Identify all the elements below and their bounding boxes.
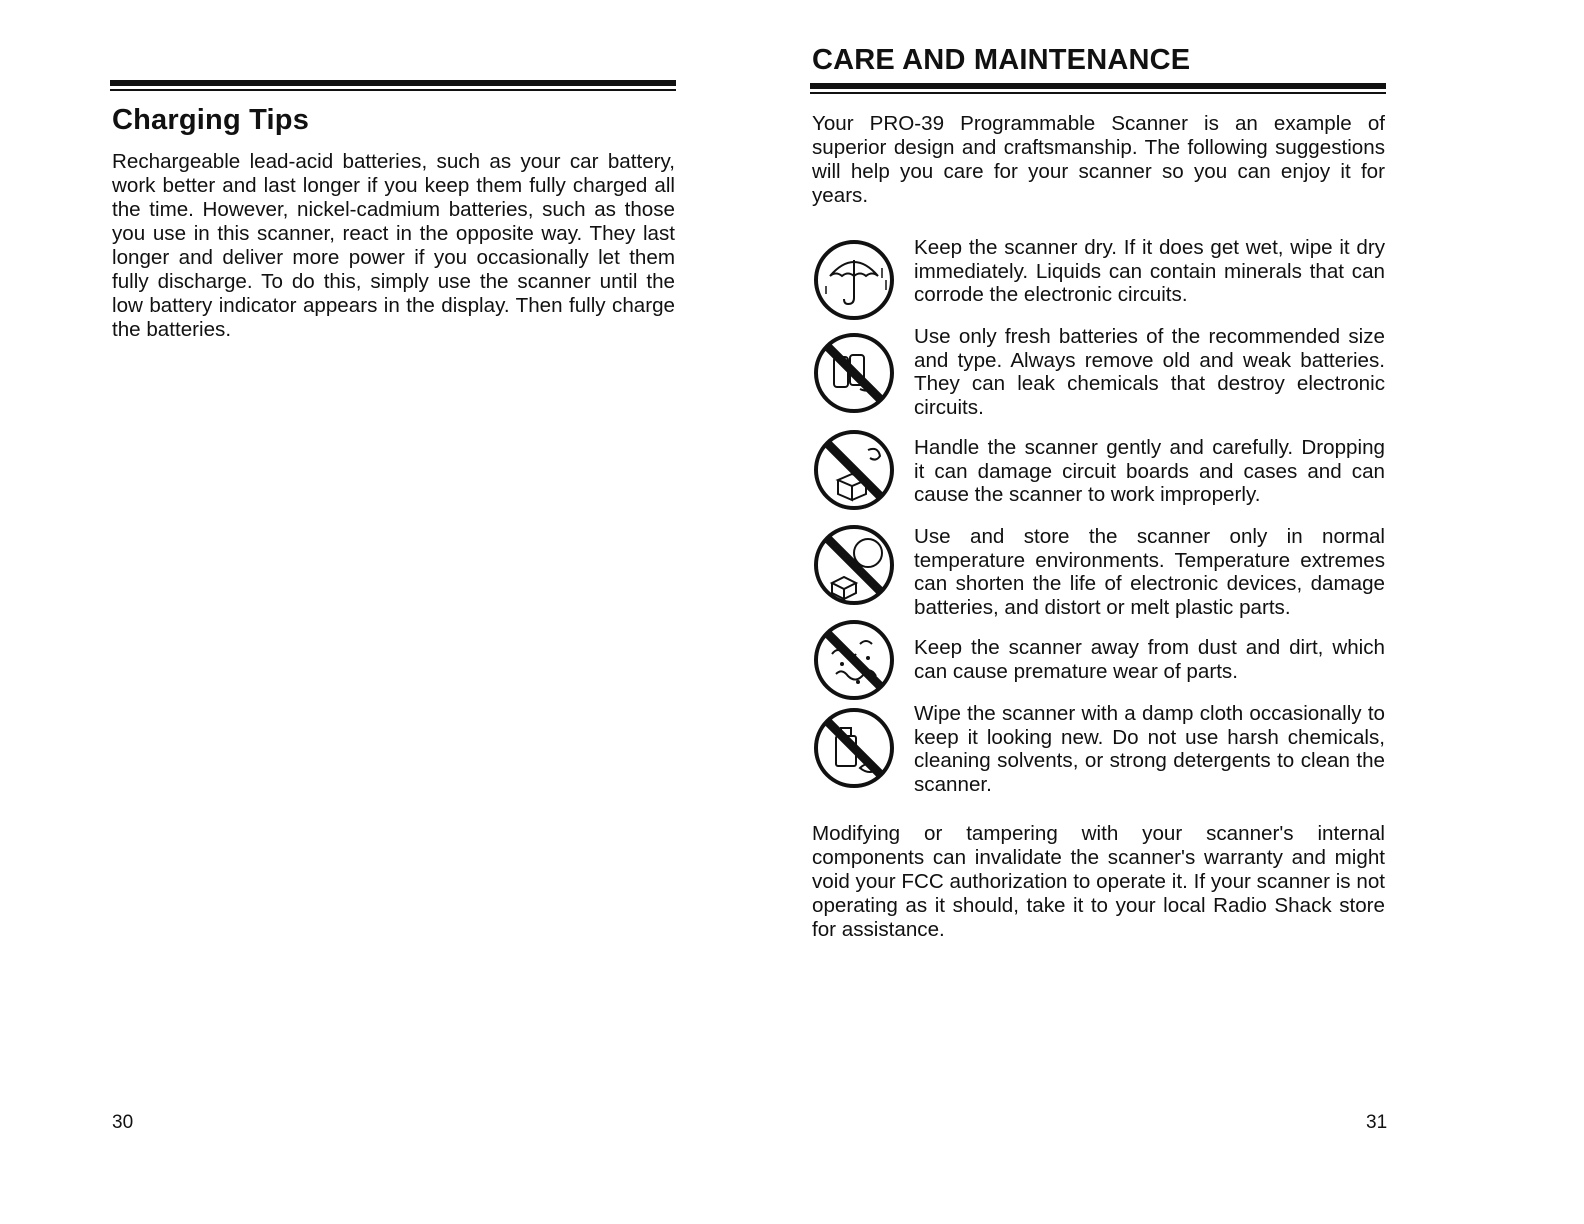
left-page-number: 30	[112, 1112, 134, 1133]
care-item-text: Handle the scanner gently and carefully. Dropping it can damage circuit boards and cases and can cause the scanner to work improperly.	[914, 436, 1385, 506]
care-item-handle	[812, 436, 1385, 507]
right-page-intro: Your PRO-39 Programmable Scanner is an example of superior design and craftsmanship. The following suggestions will help you care for your scanner so you can enjoy it for years.	[812, 112, 1385, 207]
care-item-temperature	[812, 525, 1385, 619]
no-dropping-icon	[812, 428, 896, 512]
no-old-batteries-icon	[812, 331, 896, 415]
right-page-heading: CARE AND MAINTENANCE	[812, 44, 1191, 76]
right-heading-rule	[810, 83, 1386, 94]
no-chemicals-icon	[812, 706, 896, 790]
right-page-closing: Modifying or tampering with your scanner's internal components can invalidate the scanner's warranty and might void your FCC authorization to operate it. If your scanner is not operating as it should, take it to your local Radio Shack store for assistance.	[812, 822, 1385, 941]
care-item-text: Keep the scanner away from dust and dirt, which can cause premature wear of parts.	[914, 636, 1385, 683]
right-page-number: 31	[1366, 1112, 1388, 1133]
care-item-batteries	[812, 325, 1385, 419]
no-dust-icon	[812, 618, 896, 702]
care-item-dust	[812, 636, 1385, 683]
care-item-wipe	[812, 702, 1385, 796]
care-item-text: Use only fresh batteries of the recommended size and type. Always remove old and weak batteries. They can leak chemicals that destroy electronic circuits.	[914, 325, 1385, 419]
left-heading-rule	[110, 80, 676, 91]
care-item-text: Keep the scanner dry. If it does get wet, wipe it dry immediately. Liquids can contain minerals that can corrode the electronic circuits.	[914, 236, 1385, 306]
umbrella-icon	[812, 238, 896, 322]
care-item-text: Use and store the scanner only in normal temperature environments. Temperature extremes can shorten the life of electronic devices, damage batteries, and distort or melt plastic parts.	[914, 525, 1385, 619]
care-item-dry	[812, 236, 1385, 307]
no-heat-icon	[812, 523, 896, 607]
care-item-text: Wipe the scanner with a damp cloth occasionally to keep it looking new. Do not use harsh chemicals, cleaning solvents, or strong detergents to clean the scanner.	[914, 702, 1385, 796]
left-page-heading: Charging Tips	[112, 104, 310, 136]
left-page-body: Rechargeable lead-acid batteries, such as your car battery, work better and last longer if you keep them fully charged all the time. However, nickel-cadmium batteries, such as those you use in this scanner, react in the opposite way. They last longer and deliver more power if you occasionally let them fully discharge. To do this, simply use the scanner until the low battery indicator appears in the display. Then fully charge the batteries.	[112, 150, 675, 341]
